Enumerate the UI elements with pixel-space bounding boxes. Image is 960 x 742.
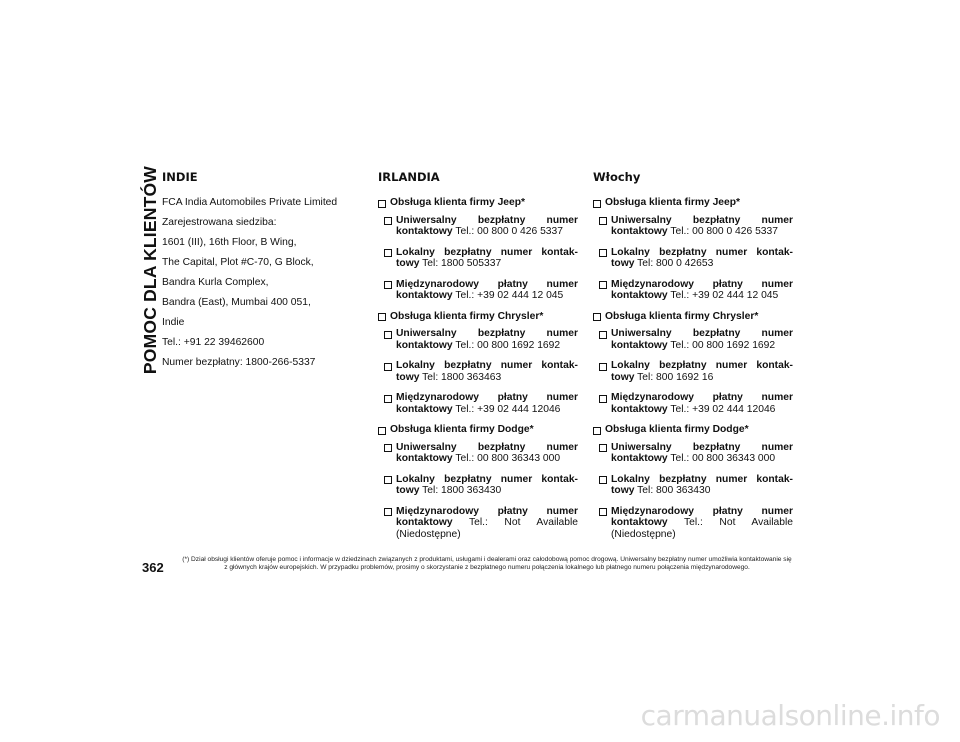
checkbox-square-icon: [599, 476, 607, 484]
checkbox-square-icon: [599, 508, 607, 516]
checkbox-square-icon: [384, 331, 392, 339]
italy-jeep-intl: Międzynarodowy płatny numer kontaktowy Tel.: +39 02 444 12 045: [593, 279, 793, 302]
ireland-jeep-universal: Uniwersalny bezpłatny numer kontaktowy Tel.: 00 800 0 426 5337: [378, 215, 578, 238]
footnote: [172, 556, 802, 572]
ireland-jeep-local: Lokalny bezpłatny numer kontak-towy Tel: 1800 505337: [378, 247, 578, 270]
checkbox-square-icon: [378, 313, 386, 321]
checkbox-square-icon: [384, 395, 392, 403]
italy-dodge-intl: Międzynarodowy płatny numer kontaktowy Tel.: Not Available (Niedostępne): [593, 506, 793, 541]
ireland-dodge-universal: Uniwersalny bezpłatny numer kontaktowy Tel.: 00 800 36343 000: [378, 442, 578, 465]
checkbox-square-icon: [378, 427, 386, 435]
ireland-chrysler-service: Obsługa klienta firmy Chrysler*: [378, 311, 578, 323]
checkbox-square-icon: [599, 331, 607, 339]
italy-jeep-universal: Uniwersalny bezpłatny numer kontaktowy Tel.: 00 800 0 426 5337: [593, 215, 793, 238]
checkbox-square-icon: [593, 313, 601, 321]
india-line: Bandra (East), Mumbai 400 051,: [162, 297, 311, 308]
checkbox-square-icon: [384, 476, 392, 484]
checkbox-square-icon: [378, 200, 386, 208]
checkbox-square-icon: [384, 281, 392, 289]
section-side-title: POMOC DLA KLIENTÓW: [139, 166, 160, 375]
italy-dodge-local: Lokalny bezpłatny numer kontak-towy Tel: 800 363430: [593, 474, 793, 497]
italy-dodge-service: Obsługa klienta firmy Dodge*: [593, 424, 793, 436]
italy-heading: Włochy: [593, 170, 641, 184]
ireland-dodge-service: Obsługa klienta firmy Dodge*: [378, 424, 578, 436]
india-line: Zarejestrowana siedziba:: [162, 217, 277, 228]
india-line: Bandra Kurla Complex,: [162, 277, 269, 288]
checkbox-square-icon: [384, 444, 392, 452]
italy-chrysler-intl: Międzynarodowy płatny numer kontaktowy Tel.: +39 02 444 12046: [593, 392, 793, 415]
india-line: Tel.: +91 22 39462600: [162, 337, 265, 348]
india-line: Numer bezpłatny: 1800-266-5337: [162, 357, 316, 368]
checkbox-square-icon: [593, 427, 601, 435]
india-column: [162, 170, 352, 377]
checkbox-square-icon: [384, 508, 392, 516]
ireland-dodge-local: Lokalny bezpłatny numer kontak-towy Tel: 1800 363430: [378, 474, 578, 497]
india-heading: INDIE: [162, 170, 198, 184]
checkbox-square-icon: [384, 363, 392, 371]
ireland-jeep-intl: Międzynarodowy płatny numer kontaktowy Tel.: +39 02 444 12 045: [378, 279, 578, 302]
checkbox-square-icon: [599, 281, 607, 289]
ireland-jeep-service: Obsługa klienta firmy Jeep*: [378, 197, 578, 209]
checkbox-square-icon: [599, 249, 607, 257]
ireland-heading: IRLANDIA: [378, 170, 440, 184]
ireland-chrysler-intl: Międzynarodowy płatny numer kontaktowy Tel.: +39 02 444 12046: [378, 392, 578, 415]
checkbox-square-icon: [599, 395, 607, 403]
india-line: Indie: [162, 317, 185, 328]
page-number: 362: [142, 560, 164, 575]
checkbox-square-icon: [593, 200, 601, 208]
checkbox-square-icon: [599, 217, 607, 225]
ireland-chrysler-local: Lokalny bezpłatny numer kontak-towy Tel: 1800 363463: [378, 360, 578, 383]
italy-chrysler-universal: Uniwersalny bezpłatny numer kontaktowy Tel.: 00 800 1692 1692: [593, 328, 793, 351]
checkbox-square-icon: [599, 444, 607, 452]
india-line: The Capital, Plot #C-70, G Block,: [162, 257, 314, 268]
italy-jeep-service: Obsługa klienta firmy Jeep*: [593, 197, 793, 209]
footnote-line: z głównych krajów europejskich. W przypadku problemów, prosimy o skorzystanie z bezpłatnego numeru połączenia lokalnego lub płatnego numeru połączenia międzynarodowego.: [224, 564, 750, 571]
italy-jeep-local: Lokalny bezpłatny numer kontak-towy Tel: 800 0 42653: [593, 247, 793, 270]
italy-chrysler-local: Lokalny bezpłatny numer kontak-towy Tel: 800 1692 16: [593, 360, 793, 383]
watermark: carmanualsonline.info: [640, 699, 940, 732]
ireland-column: [378, 170, 578, 549]
india-line: FCA India Automobiles Private Limited: [162, 197, 338, 208]
india-line: 1601 (III), 16th Floor, B Wing,: [162, 237, 297, 248]
footnote-line: (*) Dział obsługi klientów oferuje pomoc i informacje w dziedzinach związanych z produktami, usługami i dealerami oraz całodobową pomoc drogową. Uniwersalny bezpłatny numer umożliwia kontaktowanie się: [182, 556, 792, 563]
checkbox-square-icon: [384, 217, 392, 225]
ireland-dodge-intl: Międzynarodowy płatny numer kontaktowy Tel.: Not Available (Niedostępne): [378, 506, 578, 541]
checkbox-square-icon: [384, 249, 392, 257]
checkbox-square-icon: [599, 363, 607, 371]
ireland-chrysler-universal: Uniwersalny bezpłatny numer kontaktowy Tel.: 00 800 1692 1692: [378, 328, 578, 351]
italy-chrysler-service: Obsługa klienta firmy Chrysler*: [593, 311, 793, 323]
italy-dodge-universal: Uniwersalny bezpłatny numer kontaktowy Tel.: 00 800 36343 000: [593, 442, 793, 465]
italy-column: [593, 170, 793, 549]
